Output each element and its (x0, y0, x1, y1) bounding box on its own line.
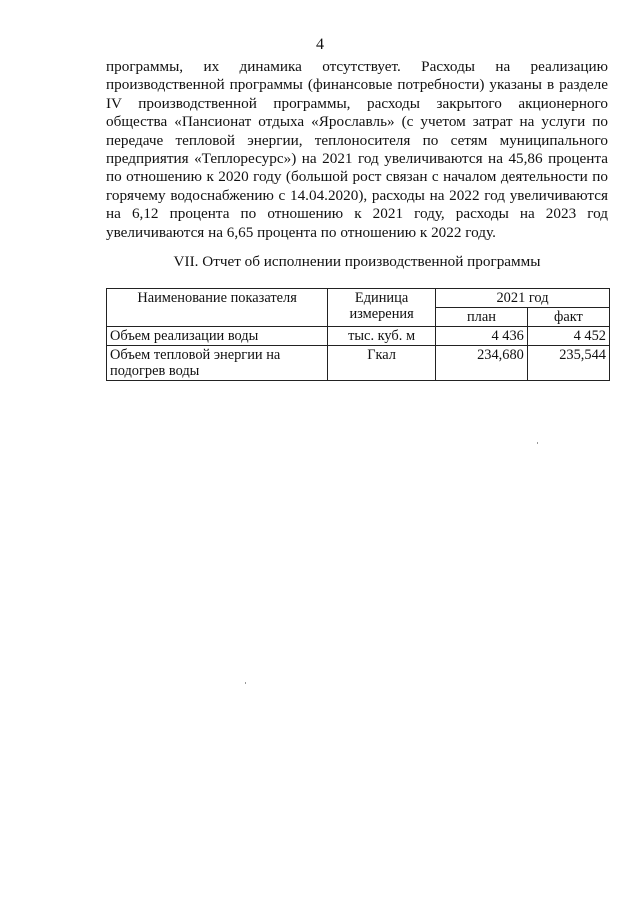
table-header-row (107, 289, 610, 308)
scan-speck (245, 682, 246, 684)
header-plan: план (436, 308, 528, 327)
body-paragraph (106, 58, 608, 242)
table-row (107, 327, 610, 346)
row-plan: 234,680 (436, 346, 528, 381)
paragraph-text: программы, их динамика отсутствует. Расходы на реализацию производственной программы (финансовые потребности) указаны в разделе IV производственной программы, расходы закрытого акционерного общества «Пансионат отдыха «Ярославль» (с учетом затрат на услуги по передаче тепловой энергии, теплоносителя по сетям муниципального предприятия «Теплоресурс») на 2021 год увеличиваются на 45,86 процента по отношению к 2020 году (большой рост связан с началом деятельности по горячему водоснабжению с 14.04.2020), расходы на 2022 год увеличиваются на 6,12 процента по отношению к 2021 году, расходы на 2023 год увеличиваются на 6,65 процента по отношению к 2022 году. (106, 58, 608, 241)
header-fact: факт (527, 308, 609, 327)
header-indicator-name: Наименование показателя (107, 289, 328, 327)
table-row (107, 346, 610, 381)
scan-speck (537, 442, 538, 444)
row-fact: 4 452 (527, 327, 609, 346)
section-title: VII. Отчет об исполнении производственной программы (173, 253, 541, 270)
row-plan: 4 436 (436, 327, 528, 346)
page-number: 4 (316, 36, 324, 53)
report-table (106, 288, 610, 381)
row-name: Объем реализации воды (107, 327, 328, 346)
row-fact: 235,544 (527, 346, 609, 381)
row-unit: Гкал (328, 346, 436, 381)
header-year: 2021 год (436, 289, 610, 308)
header-unit: Единица измерения (328, 289, 436, 327)
row-unit: тыс. куб. м (328, 327, 436, 346)
row-name: Объем тепловой энергии на подогрев воды (107, 346, 328, 381)
